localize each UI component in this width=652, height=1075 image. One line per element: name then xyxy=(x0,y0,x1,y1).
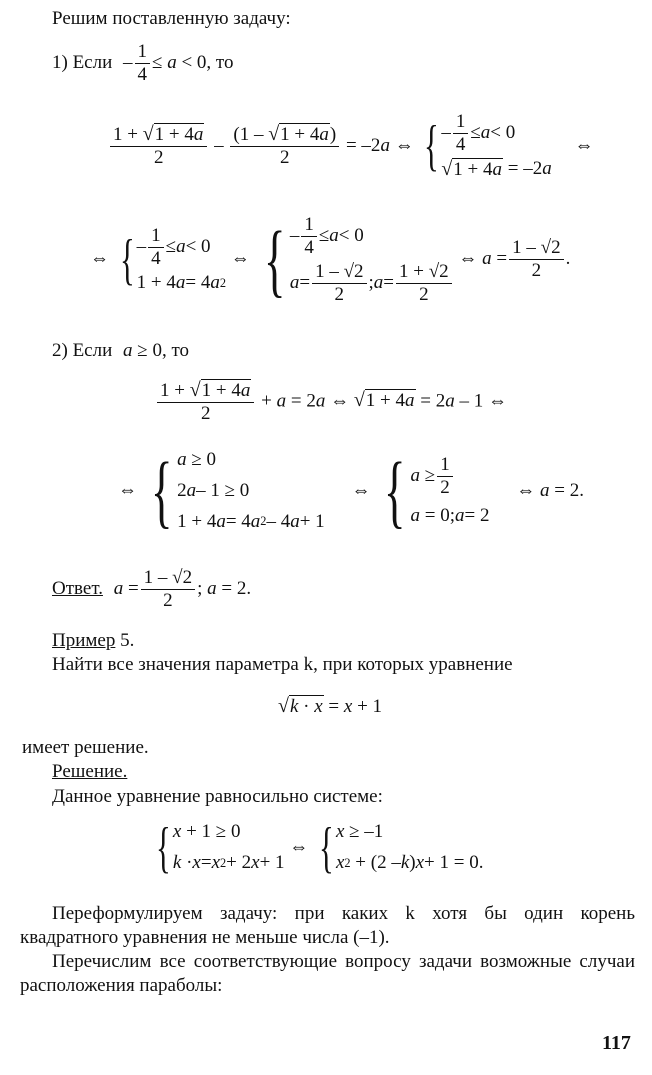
case1-label: 1) Если xyxy=(52,51,113,73)
case1-equation: $\frac{1 + √1 + 4a}{2}$ – $\frac{(1 - √1 + 4a)}{2}$ = –2a ⇔ { – 1 4 ≤ a < 0 √1 + 4a = –2 a ⇔ xyxy=(108,112,593,181)
case2-header: 2) Если a ≥ 0, то xyxy=(52,340,190,361)
case1-header: 1) Если – $\frac{1}{4}$ ≤ a < 0, то xyxy=(52,41,234,85)
case2-equation: $\frac{1 + √1 + 4a}{2}$ + a = 2a ⇔ √1 + 4a = 2a – 1 ⇔ xyxy=(155,380,507,424)
task-text: Найти все значения параметра k, при которых уравнение xyxy=(52,654,513,675)
page-number: 117 xyxy=(602,1032,631,1054)
reformulate-paragraph: Переформулируем задачу: при каких k хотя бы один корень квадратного уравнения не меньше числа (–1). xyxy=(20,903,635,948)
example-number: 5. xyxy=(120,630,135,651)
example-label: Пример xyxy=(52,630,116,651)
solution-system: { x + 1 ≥ 0 k · x = x 2 + 2 x + 1 ⇔ { x ≥ –1 x 2 + (2 – k ) x + 1 = 0. xyxy=(156,817,484,879)
answer-line: Ответ. a = $\frac{1 - √2}{2}$ ; a = 2. xyxy=(52,567,252,611)
case2-to: , то xyxy=(161,340,190,361)
has-solution-text: имеет решение. xyxy=(22,737,149,758)
case1-to: , то xyxy=(206,51,234,73)
solution-label: Решение. xyxy=(52,761,128,782)
example-heading xyxy=(52,630,134,652)
answer-label: Ответ. xyxy=(52,577,103,599)
task-equation: √k · x = x + 1 xyxy=(278,695,383,717)
enumerate-paragraph: Перечислим все соответствующие вопросу задачи возможные случаи расположения параболы: xyxy=(20,951,635,996)
case1-systems: ⇔ { – 1 4 ≤ a < 0 1 + 4 a = 4 a 2 ⇔ { – 1 4 ≤ a < 0 a = 1 – √2 2 ; a = 1 + √2 2 ⇔ a = $\frac{1 - √2}{2}$ . xyxy=(90,213,571,305)
case2-label: 2) Если xyxy=(52,340,113,361)
case2-systems: ⇔ { a ≥ 0 2 a – 1 ≥ 0 1 + 4 a = 4 a 2 – 4 a + 1 ⇔ { a ≥ 1 2 a = 0; a = 2 ⇔ a = 2. xyxy=(118,445,584,537)
intro-text: Решим поставленную задачу: xyxy=(52,8,291,29)
equiv-system-text: Данное уравнение равносильно системе: xyxy=(52,786,383,807)
